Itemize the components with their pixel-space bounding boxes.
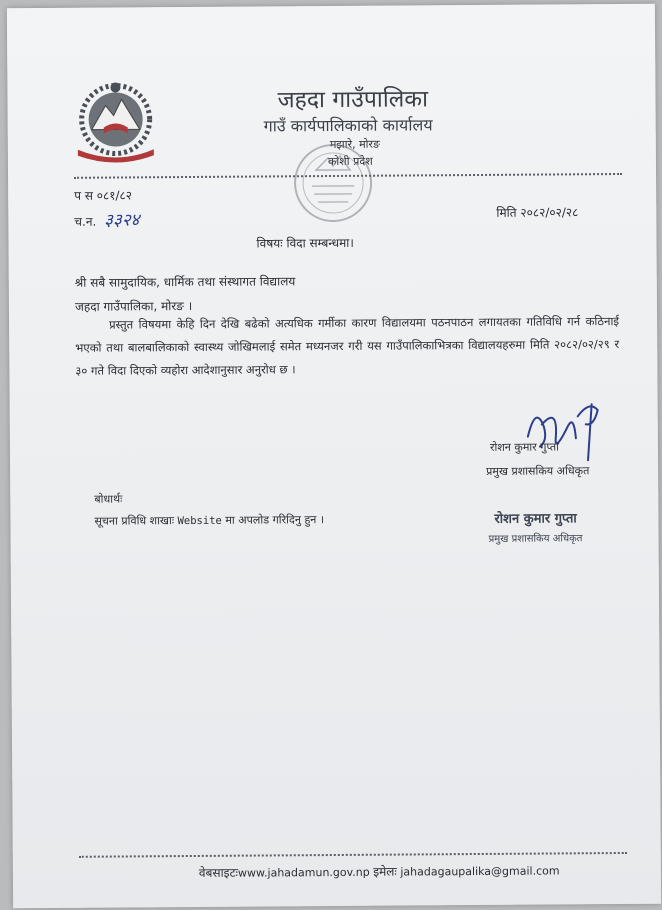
office-title: जहदा गाउँपालिका xyxy=(277,86,429,114)
footer-divider xyxy=(79,852,627,858)
office-subtitle: गाउँ कार्यपालिकाको कार्यालय xyxy=(263,115,433,136)
name-stamp-title: प्रमुख प्रशासकिय अधिकृत xyxy=(488,533,583,545)
dispatch-number-handwritten: ३३२४ xyxy=(104,210,140,231)
reference-number: प स ०८१/८२ xyxy=(74,188,133,203)
name-stamp-name: रोशन कुमार गुप्ता xyxy=(494,511,577,527)
office-seal-stamp xyxy=(288,140,379,227)
letter-date: मिति २०८२/०२/२८ xyxy=(496,205,579,220)
dispatch-number xyxy=(74,207,139,230)
cc-line xyxy=(94,512,324,529)
dispatch-label: च.न. xyxy=(74,214,97,229)
cc-text-after: मा अपलोड गरिदिनु हुन । xyxy=(225,513,325,527)
signatory-title: प्रमुख प्रशासकिय अधिकृत xyxy=(486,464,590,478)
footer-email: jahadagaupalika@gmail.com xyxy=(400,864,560,879)
cc-text-before: सूचना प्रविधि शाखाः xyxy=(94,514,175,528)
cc-label: बोधार्थः xyxy=(94,492,123,506)
signatory-name: रोशन कुमार गुप्ता xyxy=(489,440,559,454)
footer-website: www.jahadamun.gov.np xyxy=(237,865,370,880)
recipient-line-1: श्री सबै सामुदायिक, धार्मिक तथा संस्थागत विद्यालय xyxy=(74,274,296,290)
footer-website-label: वेबसाइटः xyxy=(198,865,239,880)
letter-page xyxy=(7,4,661,909)
cc-website-word: Website xyxy=(177,514,222,528)
letter-body: प्रस्तुत विषयमा केहि दिन देखि बढेको अत्यधिक गर्मीका कारण विद्यालयमा पठनपाठन लगायतका गतिविधि गर्न कठिनाई भएको तथा बालबालिकाको स्वास्थ्य जोखिमलाई समेत मध्यनजर गरी यस गाउँपालिकाभित्रका विद्यालयहरुमा मिति २०८२/०२/२९ र ३० गते विदा दिएको व्यहोरा आदेशानुसार अनुरोध छ । xyxy=(75,314,620,378)
address-line-1: मझारे, मोरङ xyxy=(329,137,381,152)
letter-subject: विषयः विदा सम्बन्धमा। xyxy=(256,235,354,251)
recipient-line-2: जहदा गाउँपालिका, मोरङ । xyxy=(74,298,193,314)
footer-contact xyxy=(199,861,560,881)
government-emblem-icon xyxy=(69,79,162,166)
footer-email-label: इमेलः xyxy=(373,864,397,879)
address-line-2: कोशी प्रदेश xyxy=(327,154,373,169)
